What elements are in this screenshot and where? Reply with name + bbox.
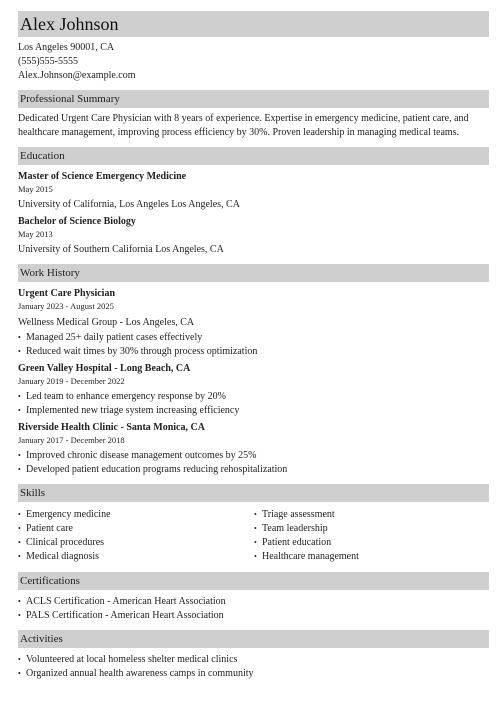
candidate-name: Alex Johnson (20, 14, 119, 34)
skill-item: • Healthcare management (254, 550, 359, 563)
activity-item: • Organized annual health awareness camps in community (18, 667, 254, 680)
section-header-summary (18, 90, 489, 108)
skill-item: • Patient education (254, 536, 331, 549)
education-date: May 2013 (18, 229, 53, 239)
job-employer: Wellness Medical Group - Los Angeles, CA (18, 317, 195, 328)
education-school: University of Southern California Los Angeles, CA (18, 244, 224, 255)
section-header-work (18, 264, 489, 282)
job-dates: January 2023 - August 2025 (18, 301, 114, 311)
certification-item: • PALS Certification - American Heart Association (18, 609, 224, 622)
job-bullet: • Managed 25+ daily patient cases effectively (18, 331, 202, 344)
contact-phone: (555)555-5555 (18, 56, 78, 67)
section-title: Activities (20, 633, 63, 645)
section-header-skills (18, 484, 489, 502)
job-bullet: • Improved chronic disease management outcomes by 25% (18, 449, 256, 462)
job-title: Urgent Care Physician (18, 288, 116, 299)
section-title: Certifications (20, 575, 80, 587)
skill-item: • Clinical procedures (18, 536, 104, 549)
summary-line: healthcare management, improving process efficiency by 30%. Proven leadership in managing medical teams. (18, 127, 460, 138)
skill-item: • Team leadership (254, 522, 328, 535)
section-title: Work History (20, 267, 80, 279)
education-school: University of California, Los Angeles Los Angeles, CA (18, 199, 240, 210)
education-degree: Bachelor of Science Biology (18, 216, 136, 227)
skill-item: • Medical diagnosis (18, 550, 99, 563)
summary-line: Dedicated Urgent Care Physician with 8 years of experience. Expertise in emergency medicine, patient care, and (18, 113, 469, 124)
education-degree: Master of Science Emergency Medicine (18, 171, 187, 182)
job-bullet: • Led team to enhance emergency response by 20% (18, 390, 226, 403)
contact-address: Los Angeles 90001, CA (18, 42, 115, 53)
name-header (18, 11, 489, 37)
job-dates: January 2019 - December 2022 (18, 376, 125, 386)
certification-item: • ACLS Certification - American Heart Association (18, 595, 226, 608)
skill-item: • Patient care (18, 522, 73, 535)
section-header-education (18, 147, 489, 165)
activity-item: • Volunteered at local homeless shelter medical clinics (18, 653, 237, 666)
job-title: Green Valley Hospital - Long Beach, CA (18, 363, 191, 374)
section-header-activities (18, 630, 489, 648)
job-bullet: • Reduced wait times by 30% through process optimization (18, 345, 257, 358)
section-title: Skills (20, 487, 46, 499)
skill-item: • Emergency medicine (18, 508, 111, 521)
section-header-certifications (18, 572, 489, 590)
job-bullet: • Developed patient education programs reducing rehospitalization (18, 463, 287, 476)
job-bullet: • Implemented new triage system increasing efficiency (18, 404, 239, 417)
contact-email: Alex.Johnson@example.com (18, 70, 136, 81)
section-title: Education (20, 150, 65, 162)
skill-item: • Triage assessment (254, 508, 335, 521)
job-dates: January 2017 - December 2018 (18, 435, 125, 445)
section-title: Professional Summary (20, 93, 120, 105)
education-date: May 2015 (18, 184, 53, 194)
job-title: Riverside Health Clinic - Santa Monica, CA (18, 422, 205, 433)
